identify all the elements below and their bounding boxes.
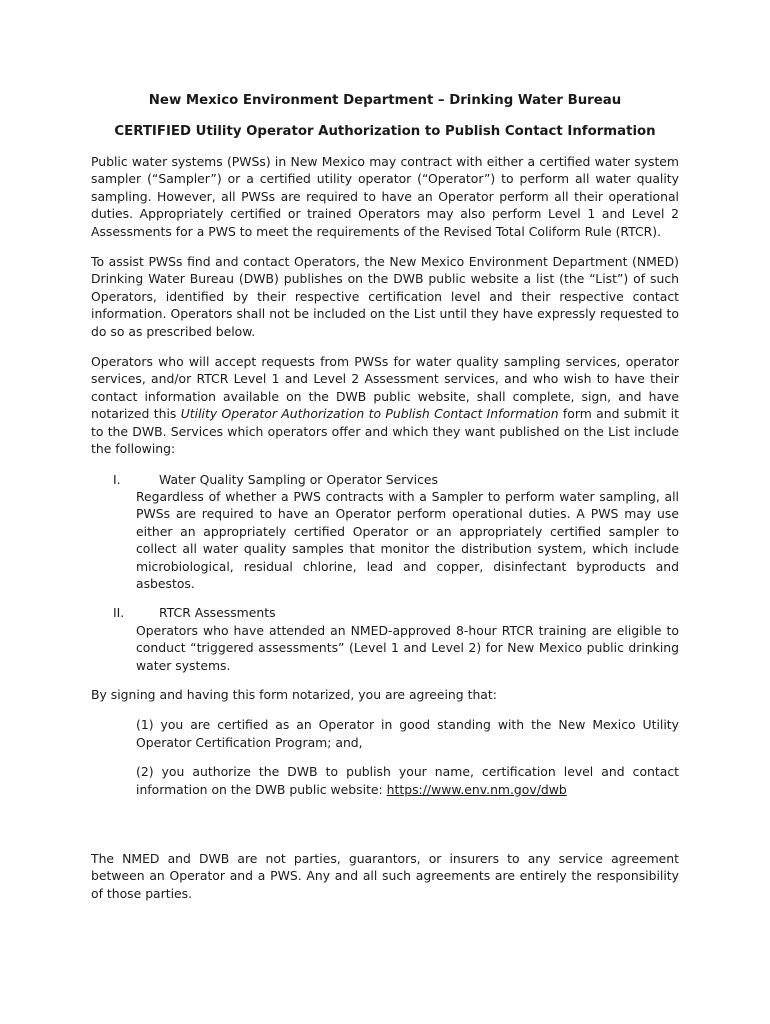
service-description: Regardless of whether a PWS contracts with a Sampler to perform water sampling, all PWSs are required to have an Operator perform operational duties. A PWS may use either an appropriately certified Operator or an appropriately certified sampler to collect all water quality samples that monitor the distribution system, which include microbiological, residual chlorine, lead and copper, disinfectant byproducts and asbestos. [136,488,679,591]
intro-paragraph: Public water systems (PWSs) in New Mexico may contract with either a certified water system sampler (“Sampler”) or a certified utility operator (“Operator”) to perform all water quality sampling. However, all PWSs are required to have an Operator perform all their operational duties. Appropriately certified or trained Operators may also perform Level 1 and Level 2 Assessments for a PWS to meet the requirements of the Revised Total Coliform Rule (RTCR). [91,154,679,239]
service-number: I. [113,471,121,487]
agreement-clause-1: (1) you are certified as an Operator in good standing with the New Mexico Utility Operator Certification Program; and, [136,717,679,750]
service-item [91,471,679,593]
agreement-clause-2 [136,763,679,798]
service-heading: RTCR Assessments [159,605,276,621]
service-item [91,604,679,674]
agreement-clause-2-text: (2) you authorize the DWB to publish your name, certification level and contact information on the DWB public website: [136,764,679,797]
service-heading: Water Quality Sampling or Operator Services [159,471,438,487]
organization-heading: New Mexico Environment Department – Drinking Water Bureau [148,93,622,108]
list-paragraph: To assist PWSs find and contact Operators, the New Mexico Environment Department (NMED) Drinking Water Bureau (DWB) publishes on the DWB public website a list (the “List”) of such Operators, identified by their respective certification level and their respective contact information. Operators shall not be included on the List until they have expressly requested to do so as prescribed below. [91,254,679,339]
service-number: II. [113,605,125,621]
dwb-website-link[interactable]: https://www.env.nm.gov/dwb [386,781,567,797]
agreement-intro: By signing and having this form notarized, you are agreeing that: [91,686,497,702]
spacer [91,810,679,850]
form-title: CERTIFIED Utility Operator Authorization to Publish Contact Information [114,124,656,139]
service-description: Operators who have attended an NMED-approved 8-hour RTCR training are eligible to conduct “triggered assessments” (Level 1 and Level 2) for New Mexico public drinking water systems. [136,622,679,673]
disclaimer-paragraph: The NMED and DWB are not parties, guarantors, or insurers to any service agreement between an Operator and a PWS. Any and all such agreements are entirely the responsibility of those parties. [91,851,679,901]
document-body [91,92,679,915]
form-name-italic: Utility Operator Authorization to Publish Contact Information [180,406,559,422]
operators-paragraph-text-a: Operators who will accept requests from PWSs for water quality sampling services, operator services, and/or RTCR Level 1 and Level 2 Assessment services, and who wish to have their contact information available on the DWB public website, shall complete, sign, and have notarized this [91,354,679,422]
operators-paragraph-text-b: form and submit it to the DWB. Services which operators offer and which they want published on the List include the following: [91,406,679,457]
operators-paragraph [91,353,679,457]
